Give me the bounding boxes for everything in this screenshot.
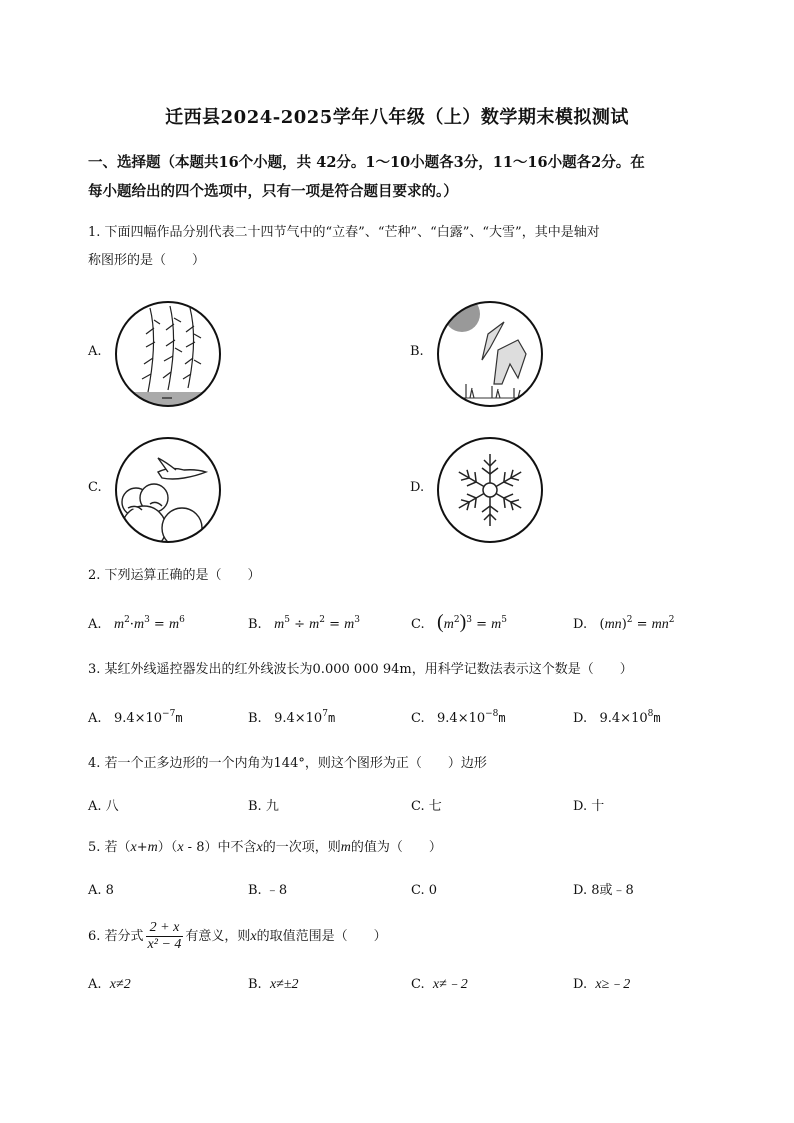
q4-option-a: A. 八 xyxy=(88,799,119,814)
q3-option-c: C. $9.4\times 10^{-8}m$ xyxy=(411,709,506,726)
q3-option-a-label: A. xyxy=(88,711,102,726)
q6-option-a: A. x≠2 xyxy=(88,977,131,992)
question-6: 6. 若分式 $\frac{2 + x}{\text{x² − 4}}$ 有意义，则x的取值范围是（ ） xyxy=(88,920,387,952)
question-1-line2: 称图形的是（ ） xyxy=(88,253,206,268)
q2-option-d-label: D. xyxy=(573,617,588,632)
q2-option-a-label: A. xyxy=(88,617,102,632)
q2-option-c: C. $(m^2)^3 = m^5$ xyxy=(411,611,507,633)
question-4: 4. 若一个正多边形的一个内角为144°，则这个图形为正（ ）边形 xyxy=(88,756,487,771)
q4-option-b: B. 九 xyxy=(248,799,279,814)
option-c-bird-clouds-image xyxy=(114,436,222,544)
option-a-willow-image xyxy=(114,300,222,408)
q3-option-b-label: B. xyxy=(248,711,262,726)
question-3: 3. 某红外线遥控器发出的红外线波长为0.000 000 94m，用科学记数法表示这个数是（ ） xyxy=(88,662,633,677)
question-2: 2. 下列运算正确的是（ ） xyxy=(88,568,261,583)
option-b-mountain-image xyxy=(436,300,544,408)
q1-option-c-label: C. xyxy=(88,480,102,495)
q2-option-a: A. $m^2\cdot m^3 = m^6$ xyxy=(88,615,185,632)
q5-option-a: A. 8 xyxy=(88,883,114,898)
q6-option-c-label: C. xyxy=(411,977,425,992)
question-1 xyxy=(88,219,728,275)
q1-option-b-label: B. xyxy=(410,344,424,359)
page-title: 迁西县2024-2025学年八年级（上）数学期末模拟测试 xyxy=(165,107,629,128)
q6-option-c: C. x≠﹣2 xyxy=(411,977,468,992)
q6-option-a-label: A. xyxy=(88,977,102,992)
q3-option-b: B. $9.4\times 10^7m$ xyxy=(248,709,336,726)
q6-option-b-label: B. xyxy=(248,977,262,992)
q1-option-d-label: D. xyxy=(410,480,425,495)
section-heading xyxy=(88,148,718,206)
q3-option-d: D. $9.4\times 10^8m$ xyxy=(573,709,661,726)
q5-option-d: D. 8或﹣8 xyxy=(573,883,634,898)
question-5: 5. 若（x+m）（x - 8）中不含x的一次项，则m的值为（ ） xyxy=(88,840,442,855)
q4-option-d: D. 十 xyxy=(573,799,605,814)
q1-option-a-label: A. xyxy=(88,344,102,359)
q2-option-b: B. $m^5 \div m^2 = m^3$ xyxy=(248,615,361,632)
q2-option-c-label: C. xyxy=(411,617,425,632)
q6-option-b: B. x≠±2 xyxy=(248,977,299,992)
q3-option-c-label: C. xyxy=(411,711,425,726)
q3-option-d-label: D. xyxy=(573,711,588,726)
q6-fraction: $\frac{2 + x}{\text{x² − 4}}$ xyxy=(147,920,182,952)
question-1-line1: 1. 下面四幅作品分别代表二十四节气中的“立春”、“芒种”、“白露”、“大雪”，其中是轴对 xyxy=(88,225,600,240)
q5-option-b: B. ﹣8 xyxy=(248,883,288,898)
q3-option-a: A. $9.4\times 10^{-7}m$ xyxy=(88,709,183,726)
option-d-snowflake-image xyxy=(436,436,544,544)
q2-option-b-label: B. xyxy=(248,617,262,632)
q2-option-d: D. $(mn)^2 = mn^2$ xyxy=(573,615,675,632)
section-heading-line2: 每小题给出的四个选项中，只有一项是符合题目要求的。） xyxy=(88,183,458,200)
section-heading-line1: 一、选择题（本题共16个小题，共 42分。1～10小题各3分，11～16小题各2分。在 xyxy=(88,154,645,171)
q5-option-c: C. 0 xyxy=(411,883,438,898)
q4-option-c: C. 七 xyxy=(411,799,442,814)
q6-option-d: D. x≥﹣2 xyxy=(573,977,631,992)
q6-option-d-label: D. xyxy=(573,977,588,992)
